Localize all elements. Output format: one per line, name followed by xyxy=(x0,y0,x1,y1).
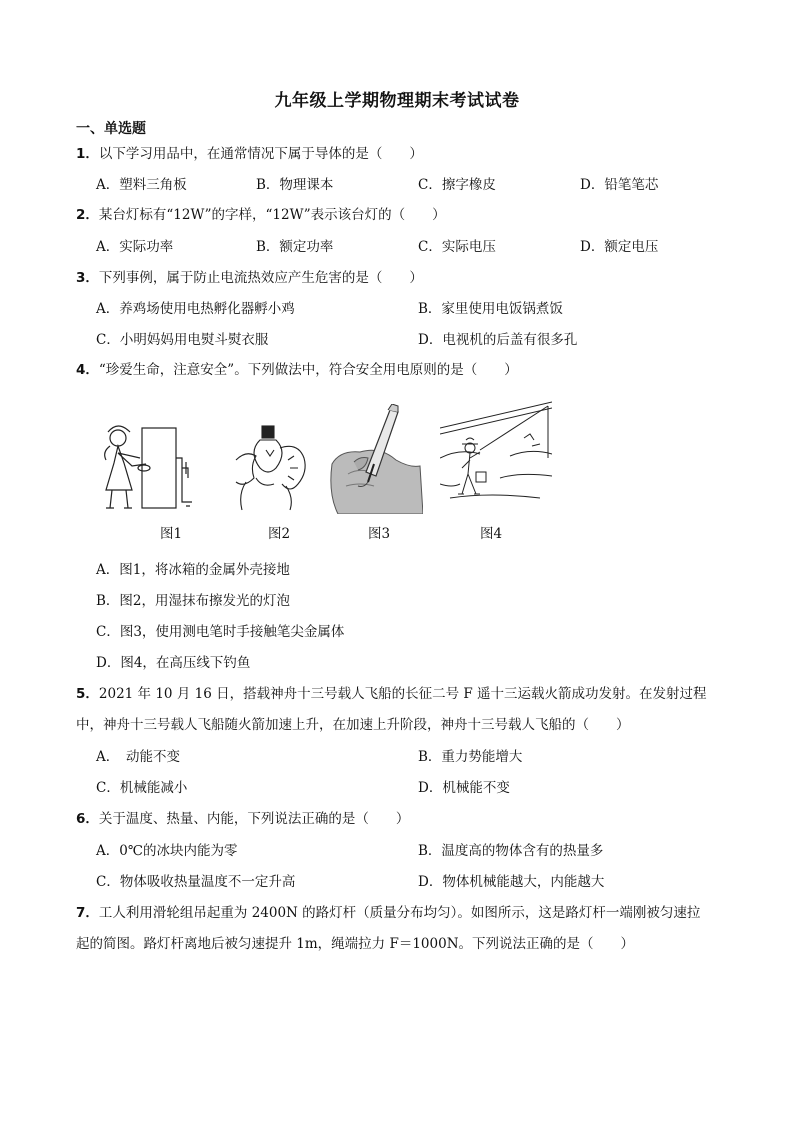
question-1-option-c: C．擦字橡皮 xyxy=(418,177,496,193)
question-4-option-d: D．图4，在高压线下钓鱼 xyxy=(96,655,251,671)
question-text: 2021 年 10 月 16 日，搭载神舟十三号载人飞船的长征二号 F 遥十三运载火箭成功发射。在发射过程 xyxy=(98,686,707,702)
question-3-option-a: A．养鸡场使用电热孵化器孵小鸡 xyxy=(96,301,295,317)
question-5-stem xyxy=(76,685,707,703)
question-number: 5． xyxy=(76,686,99,702)
question-1-stem xyxy=(76,145,423,163)
question-2-option-d: D．额定电压 xyxy=(580,239,659,255)
question-5-option-d: D．机械能不变 xyxy=(418,780,510,796)
question-number: 4． xyxy=(76,362,99,378)
question-3-option-d: D．电视机的后盖有很多孔 xyxy=(418,332,578,348)
question-4-option-b: B．图2，用湿抹布擦发光的灯泡 xyxy=(96,593,291,609)
question-5-stem-line-2: 中，神舟十三号载人飞船随火箭加速上升，在加速上升阶段，神舟十三号载人飞船的（ ） xyxy=(76,717,630,733)
question-7-stem xyxy=(76,904,700,922)
girl-refrigerator-figure xyxy=(96,418,206,518)
test-pen-hand-figure xyxy=(328,404,423,514)
section-heading: 一、单选题 xyxy=(76,121,146,137)
question-4-option-a: A．图1，将冰箱的金属外壳接地 xyxy=(96,562,290,578)
question-7-stem-line-2: 起的简图。路灯杆离地后被匀速提升 1m，绳端拉力 F＝1000N。下列说法正确的是（ ） xyxy=(76,936,635,952)
question-4-stem xyxy=(76,361,518,379)
fishing-under-powerline-figure xyxy=(440,398,552,510)
exam-title: 九年级上学期物理期末考试试卷 xyxy=(274,91,520,111)
question-1-option-a: A．塑料三角板 xyxy=(96,177,187,193)
figure-1-caption: 图1 xyxy=(160,526,183,542)
question-text: 以下学习用品中，在通常情况下属于导体的是（ ） xyxy=(98,146,423,162)
question-number: 3． xyxy=(76,270,99,286)
question-6-option-b: B．温度高的物体含有的热量多 xyxy=(418,843,604,859)
question-5-option-a: A． 动能不变 xyxy=(96,749,180,765)
figure-4-caption: 图4 xyxy=(480,526,503,542)
question-6-option-c: C．物体吸收热量温度不一定升高 xyxy=(96,874,296,890)
question-2-option-b: B．额定功率 xyxy=(256,239,334,255)
question-3-stem xyxy=(76,269,423,287)
question-2-stem xyxy=(76,206,446,224)
question-number: 2． xyxy=(76,207,99,223)
question-4-option-c: C．图3，使用测电笔时手接触笔尖金属体 xyxy=(96,624,345,640)
figure-2-caption: 图2 xyxy=(268,526,291,542)
question-5-option-c: C．机械能减小 xyxy=(96,780,188,796)
question-6-stem xyxy=(76,810,409,828)
question-number: 1． xyxy=(76,146,99,162)
question-1-option-d: D．铅笔笔芯 xyxy=(580,177,659,193)
question-number: 6． xyxy=(76,811,99,827)
question-text: 工人利用滑轮组吊起重为 2400N 的路灯杆（质量分布均匀）。如图所示，这是路灯杆一端刚被匀速拉 xyxy=(98,905,701,921)
question-text: 某台灯标有“12W”的字样，“12W”表示该台灯的（ ） xyxy=(98,207,446,223)
question-5-option-b: B．重力势能增大 xyxy=(418,749,523,765)
question-number: 7． xyxy=(76,905,99,921)
wet-cloth-bulb-figure xyxy=(226,420,316,515)
question-3-option-c: C．小明妈妈用电熨斗熨衣服 xyxy=(96,332,269,348)
figure-3-caption: 图3 xyxy=(368,526,391,542)
question-text: 关于温度、热量、内能，下列说法正确的是（ ） xyxy=(98,811,410,827)
question-2-option-a: A．实际功率 xyxy=(96,239,174,255)
question-2-option-c: C．实际电压 xyxy=(418,239,496,255)
question-4-figures xyxy=(96,398,556,548)
question-1-option-b: B．物理课本 xyxy=(256,177,334,193)
question-text: “珍爱生命，注意安全”。下列做法中，符合安全用电原则的是（ ） xyxy=(98,362,518,378)
question-3-option-b: B．家里使用电饭锅煮饭 xyxy=(418,301,563,317)
question-text: 下列事例，属于防止电流热效应产生危害的是（ ） xyxy=(98,270,423,286)
question-6-option-a: A．0℃的冰块内能为零 xyxy=(96,843,238,859)
question-6-option-d: D．物体机械能越大，内能越大 xyxy=(418,874,605,890)
